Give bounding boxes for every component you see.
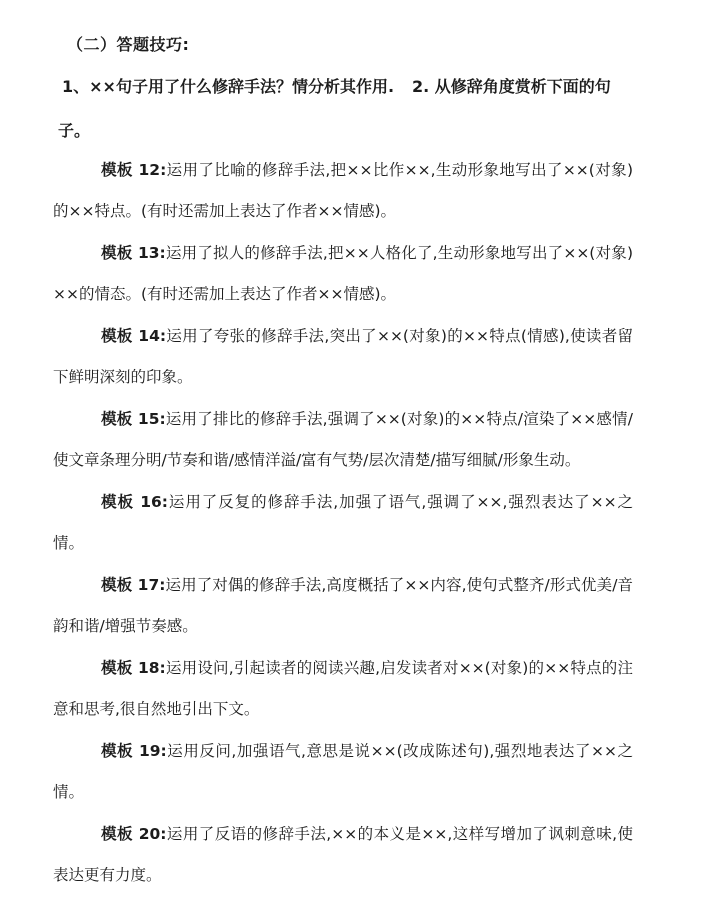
template-item — [53, 399, 633, 481]
template-label: 模板 17: — [101, 576, 166, 594]
template-text: 运用了排比的修辞手法,强调了××(对象)的××特点/渲染了××感情/使文章条理分明/节奏和谐/感情洋溢/富有气势/层次清楚/描写细腻/形象生动。 — [53, 410, 633, 469]
template-label: 模板 16: — [101, 493, 168, 511]
template-text: 运用了比喻的修辞手法,把××比作××,生动形象地写出了××(对象)的××特点。(有时还需加上表达了作者××情感)。 — [53, 161, 633, 220]
template-label: 模板 20: — [101, 825, 167, 843]
template-label: 模板 19: — [101, 742, 167, 760]
template-label: 模板 13: — [101, 244, 166, 262]
template-label: 模板 15: — [101, 410, 166, 428]
template-text: 运用了反语的修辞手法,××的本义是××,这样写增加了讽刺意味,使表达更有力度。 — [53, 825, 633, 884]
template-item — [53, 482, 633, 564]
template-text: 运用反问,加强语气,意思是说××(改成陈述句),强烈地表达了××之情。 — [53, 742, 633, 801]
template-label: 模板 18: — [101, 659, 166, 677]
template-text: 运用了夸张的修辞手法,突出了××(对象)的××特点(情感),使读者留下鲜明深刻的印象。 — [53, 327, 633, 386]
template-text: 运用了拟人的修辞手法,把××人格化了,生动形象地写出了××(对象)××的情态。(有时还需加上表达了作者××情感)。 — [53, 244, 633, 303]
template-text: 运用了反复的修辞手法,加强了语气,强调了××,强烈表达了××之情。 — [53, 493, 633, 552]
template-item — [53, 150, 633, 232]
question-2: 2. 从修辞角度赏析下面的句 — [412, 77, 611, 96]
question-1: 1、××句子用了什么修辞手法？情分析其作用. — [62, 77, 395, 96]
template-item — [53, 731, 633, 813]
template-item — [53, 233, 633, 315]
template-item — [53, 648, 633, 730]
template-label: 模板 12: — [101, 161, 167, 179]
template-label: 模板 14: — [101, 327, 167, 345]
template-text: 运用设问,引起读者的阅读兴趣,启发读者对××(对象)的××特点的注意和思考,很自然地引出下文。 — [53, 659, 633, 718]
template-list — [53, 150, 633, 897]
template-item — [53, 814, 633, 896]
template-item — [53, 316, 633, 398]
template-text: 运用了对偶的修辞手法,高度概括了××内容,使句式整齐/形式优美/音韵和谐/增强节奏感。 — [53, 576, 633, 635]
question-2-continuation: 子。 — [58, 121, 91, 140]
template-item — [53, 565, 633, 647]
section-title: （二）答题技巧: — [67, 35, 190, 54]
